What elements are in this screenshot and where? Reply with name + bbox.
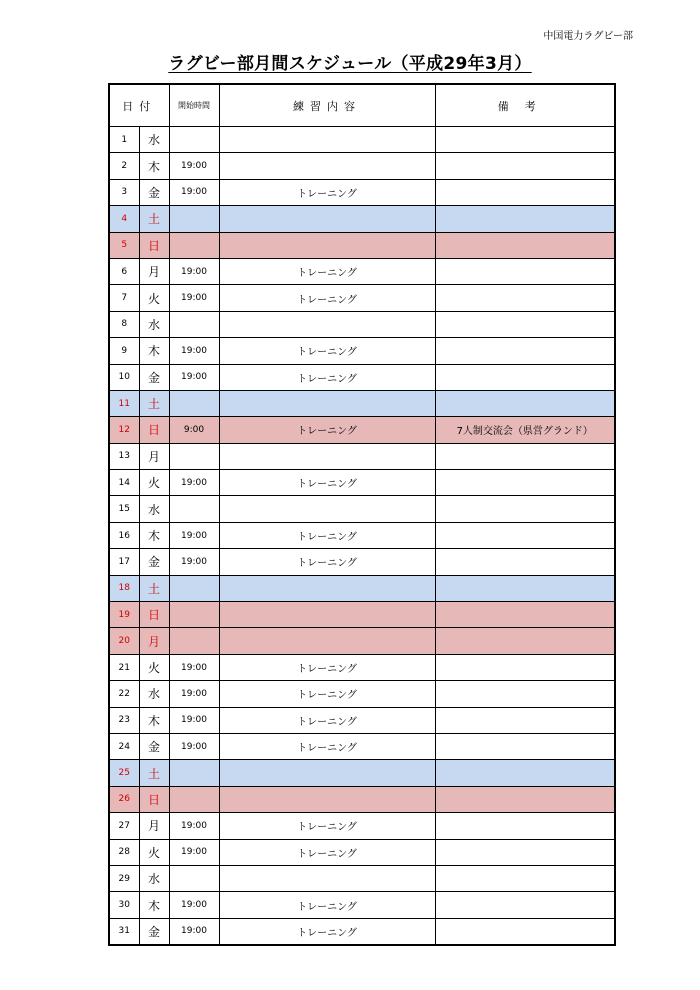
day-cell: 6 <box>109 258 139 284</box>
weekday-cell: 土 <box>139 390 169 416</box>
table-row <box>109 390 615 416</box>
day-cell: 3 <box>109 179 139 205</box>
notes-cell <box>435 285 615 311</box>
day-cell: 2 <box>109 153 139 179</box>
content-cell: トレーニング <box>219 918 435 944</box>
content-cell: トレーニング <box>219 338 435 364</box>
table-row <box>109 364 615 390</box>
day-cell: 5 <box>109 232 139 258</box>
start-time-cell: 9:00 <box>169 417 219 443</box>
content-cell: トレーニング <box>219 681 435 707</box>
notes-cell <box>435 602 615 628</box>
weekday-cell: 土 <box>139 206 169 232</box>
notes-cell <box>435 654 615 680</box>
start-time-cell: 19:00 <box>169 470 219 496</box>
day-cell: 8 <box>109 311 139 337</box>
table-row <box>109 839 615 865</box>
table-row <box>109 628 615 654</box>
table-row <box>109 338 615 364</box>
day-cell: 17 <box>109 549 139 575</box>
start-time-cell <box>169 390 219 416</box>
weekday-cell: 土 <box>139 575 169 601</box>
content-cell: トレーニング <box>219 179 435 205</box>
start-time-cell <box>169 232 219 258</box>
content-cell <box>219 311 435 337</box>
start-time-cell: 19:00 <box>169 681 219 707</box>
content-cell <box>219 865 435 891</box>
page-title: ラグビー部月間スケジュール（平成29年3月） <box>168 54 532 74</box>
header-notes: 備考 <box>435 84 615 127</box>
weekday-cell: 火 <box>139 654 169 680</box>
notes-cell <box>435 575 615 601</box>
start-time-cell <box>169 602 219 628</box>
content-cell: トレーニング <box>219 654 435 680</box>
start-time-cell: 19:00 <box>169 549 219 575</box>
header-start-time: 開始時間 <box>169 84 219 127</box>
content-cell: トレーニング <box>219 549 435 575</box>
day-cell: 28 <box>109 839 139 865</box>
day-cell: 20 <box>109 628 139 654</box>
weekday-cell: 月 <box>139 628 169 654</box>
weekday-cell: 月 <box>139 258 169 284</box>
notes-cell <box>435 258 615 284</box>
notes-cell <box>435 311 615 337</box>
table-row <box>109 813 615 839</box>
weekday-cell: 火 <box>139 839 169 865</box>
table-row <box>109 127 615 153</box>
start-time-cell: 19:00 <box>169 153 219 179</box>
notes-cell <box>435 470 615 496</box>
weekday-cell: 木 <box>139 522 169 548</box>
content-cell: トレーニング <box>219 470 435 496</box>
day-cell: 10 <box>109 364 139 390</box>
day-cell: 18 <box>109 575 139 601</box>
day-cell: 14 <box>109 470 139 496</box>
start-time-cell <box>169 760 219 786</box>
header-date: 日付 <box>109 84 169 127</box>
content-cell <box>219 153 435 179</box>
table-row <box>109 892 615 918</box>
content-cell <box>219 628 435 654</box>
start-time-cell <box>169 127 219 153</box>
day-cell: 16 <box>109 522 139 548</box>
content-cell <box>219 602 435 628</box>
content-cell <box>219 575 435 601</box>
notes-cell <box>435 681 615 707</box>
notes-cell <box>435 628 615 654</box>
start-time-cell: 19:00 <box>169 364 219 390</box>
content-cell: トレーニング <box>219 364 435 390</box>
table-row <box>109 258 615 284</box>
content-cell <box>219 496 435 522</box>
day-cell: 15 <box>109 496 139 522</box>
weekday-cell: 金 <box>139 918 169 944</box>
start-time-cell <box>169 575 219 601</box>
notes-cell <box>435 865 615 891</box>
weekday-cell: 金 <box>139 733 169 759</box>
weekday-cell: 日 <box>139 786 169 812</box>
content-cell: トレーニング <box>219 417 435 443</box>
weekday-cell: 火 <box>139 470 169 496</box>
notes-cell <box>435 153 615 179</box>
weekday-cell: 木 <box>139 338 169 364</box>
day-cell: 1 <box>109 127 139 153</box>
notes-cell <box>435 522 615 548</box>
content-cell <box>219 127 435 153</box>
table-row <box>109 232 615 258</box>
start-time-cell: 19:00 <box>169 918 219 944</box>
start-time-cell: 19:00 <box>169 733 219 759</box>
weekday-cell: 金 <box>139 179 169 205</box>
start-time-cell: 19:00 <box>169 839 219 865</box>
notes-cell <box>435 443 615 469</box>
table-row <box>109 733 615 759</box>
content-cell <box>219 206 435 232</box>
weekday-cell: 水 <box>139 681 169 707</box>
notes-cell <box>435 179 615 205</box>
content-cell: トレーニング <box>219 733 435 759</box>
day-cell: 25 <box>109 760 139 786</box>
table-row <box>109 496 615 522</box>
table-row <box>109 760 615 786</box>
notes-cell <box>435 127 615 153</box>
day-cell: 19 <box>109 602 139 628</box>
table-row <box>109 549 615 575</box>
day-cell: 23 <box>109 707 139 733</box>
schedule-table <box>108 83 616 946</box>
start-time-cell: 19:00 <box>169 654 219 680</box>
notes-cell <box>435 206 615 232</box>
day-cell: 31 <box>109 918 139 944</box>
day-cell: 30 <box>109 892 139 918</box>
day-cell: 29 <box>109 865 139 891</box>
table-row <box>109 443 615 469</box>
day-cell: 11 <box>109 390 139 416</box>
content-cell <box>219 786 435 812</box>
start-time-cell <box>169 865 219 891</box>
weekday-cell: 木 <box>139 707 169 733</box>
start-time-cell <box>169 496 219 522</box>
weekday-cell: 水 <box>139 311 169 337</box>
notes-cell <box>435 813 615 839</box>
day-cell: 22 <box>109 681 139 707</box>
notes-cell <box>435 892 615 918</box>
start-time-cell: 19:00 <box>169 707 219 733</box>
content-cell: トレーニング <box>219 839 435 865</box>
table-row <box>109 654 615 680</box>
weekday-cell: 日 <box>139 602 169 628</box>
day-cell: 21 <box>109 654 139 680</box>
header-row <box>109 84 615 127</box>
day-cell: 4 <box>109 206 139 232</box>
notes-cell <box>435 390 615 416</box>
weekday-cell: 木 <box>139 153 169 179</box>
table-row <box>109 285 615 311</box>
start-time-cell: 19:00 <box>169 892 219 918</box>
day-cell: 9 <box>109 338 139 364</box>
weekday-cell: 土 <box>139 760 169 786</box>
weekday-cell: 金 <box>139 364 169 390</box>
notes-cell <box>435 786 615 812</box>
table-row <box>109 206 615 232</box>
day-cell: 24 <box>109 733 139 759</box>
start-time-cell: 19:00 <box>169 179 219 205</box>
weekday-cell: 金 <box>139 549 169 575</box>
content-cell: トレーニング <box>219 285 435 311</box>
start-time-cell: 19:00 <box>169 258 219 284</box>
start-time-cell <box>169 628 219 654</box>
day-cell: 12 <box>109 417 139 443</box>
notes-cell <box>435 549 615 575</box>
table-row <box>109 918 615 944</box>
notes-cell: 7人制交流会（県営グランド） <box>435 417 615 443</box>
content-cell: トレーニング <box>219 892 435 918</box>
table-row <box>109 602 615 628</box>
notes-cell <box>435 839 615 865</box>
table-row <box>109 707 615 733</box>
table-row <box>109 153 615 179</box>
weekday-cell: 水 <box>139 496 169 522</box>
content-cell: トレーニング <box>219 707 435 733</box>
notes-cell <box>435 364 615 390</box>
start-time-cell <box>169 206 219 232</box>
schedule-body <box>109 127 615 945</box>
day-cell: 7 <box>109 285 139 311</box>
weekday-cell: 火 <box>139 285 169 311</box>
content-cell <box>219 760 435 786</box>
start-time-cell <box>169 786 219 812</box>
content-cell <box>219 232 435 258</box>
notes-cell <box>435 707 615 733</box>
table-row <box>109 681 615 707</box>
content-cell <box>219 390 435 416</box>
table-row <box>109 417 615 443</box>
notes-cell <box>435 733 615 759</box>
organization-label: 中国電力ラグビー部 <box>543 31 633 42</box>
day-cell: 27 <box>109 813 139 839</box>
start-time-cell: 19:00 <box>169 522 219 548</box>
table-row <box>109 470 615 496</box>
table-row <box>109 179 615 205</box>
weekday-cell: 日 <box>139 232 169 258</box>
notes-cell <box>435 338 615 364</box>
notes-cell <box>435 232 615 258</box>
header-content: 練習内容 <box>219 84 435 127</box>
notes-cell <box>435 918 615 944</box>
weekday-cell: 月 <box>139 443 169 469</box>
content-cell: トレーニング <box>219 258 435 284</box>
weekday-cell: 日 <box>139 417 169 443</box>
content-cell: トレーニング <box>219 813 435 839</box>
start-time-cell: 19:00 <box>169 338 219 364</box>
notes-cell <box>435 760 615 786</box>
weekday-cell: 水 <box>139 127 169 153</box>
table-row <box>109 522 615 548</box>
start-time-cell: 19:00 <box>169 285 219 311</box>
table-row <box>109 311 615 337</box>
table-row <box>109 786 615 812</box>
start-time-cell: 19:00 <box>169 813 219 839</box>
start-time-cell <box>169 443 219 469</box>
weekday-cell: 月 <box>139 813 169 839</box>
weekday-cell: 水 <box>139 865 169 891</box>
content-cell: トレーニング <box>219 522 435 548</box>
weekday-cell: 木 <box>139 892 169 918</box>
start-time-cell <box>169 311 219 337</box>
notes-cell <box>435 496 615 522</box>
day-cell: 26 <box>109 786 139 812</box>
table-row <box>109 865 615 891</box>
content-cell <box>219 443 435 469</box>
table-row <box>109 575 615 601</box>
day-cell: 13 <box>109 443 139 469</box>
